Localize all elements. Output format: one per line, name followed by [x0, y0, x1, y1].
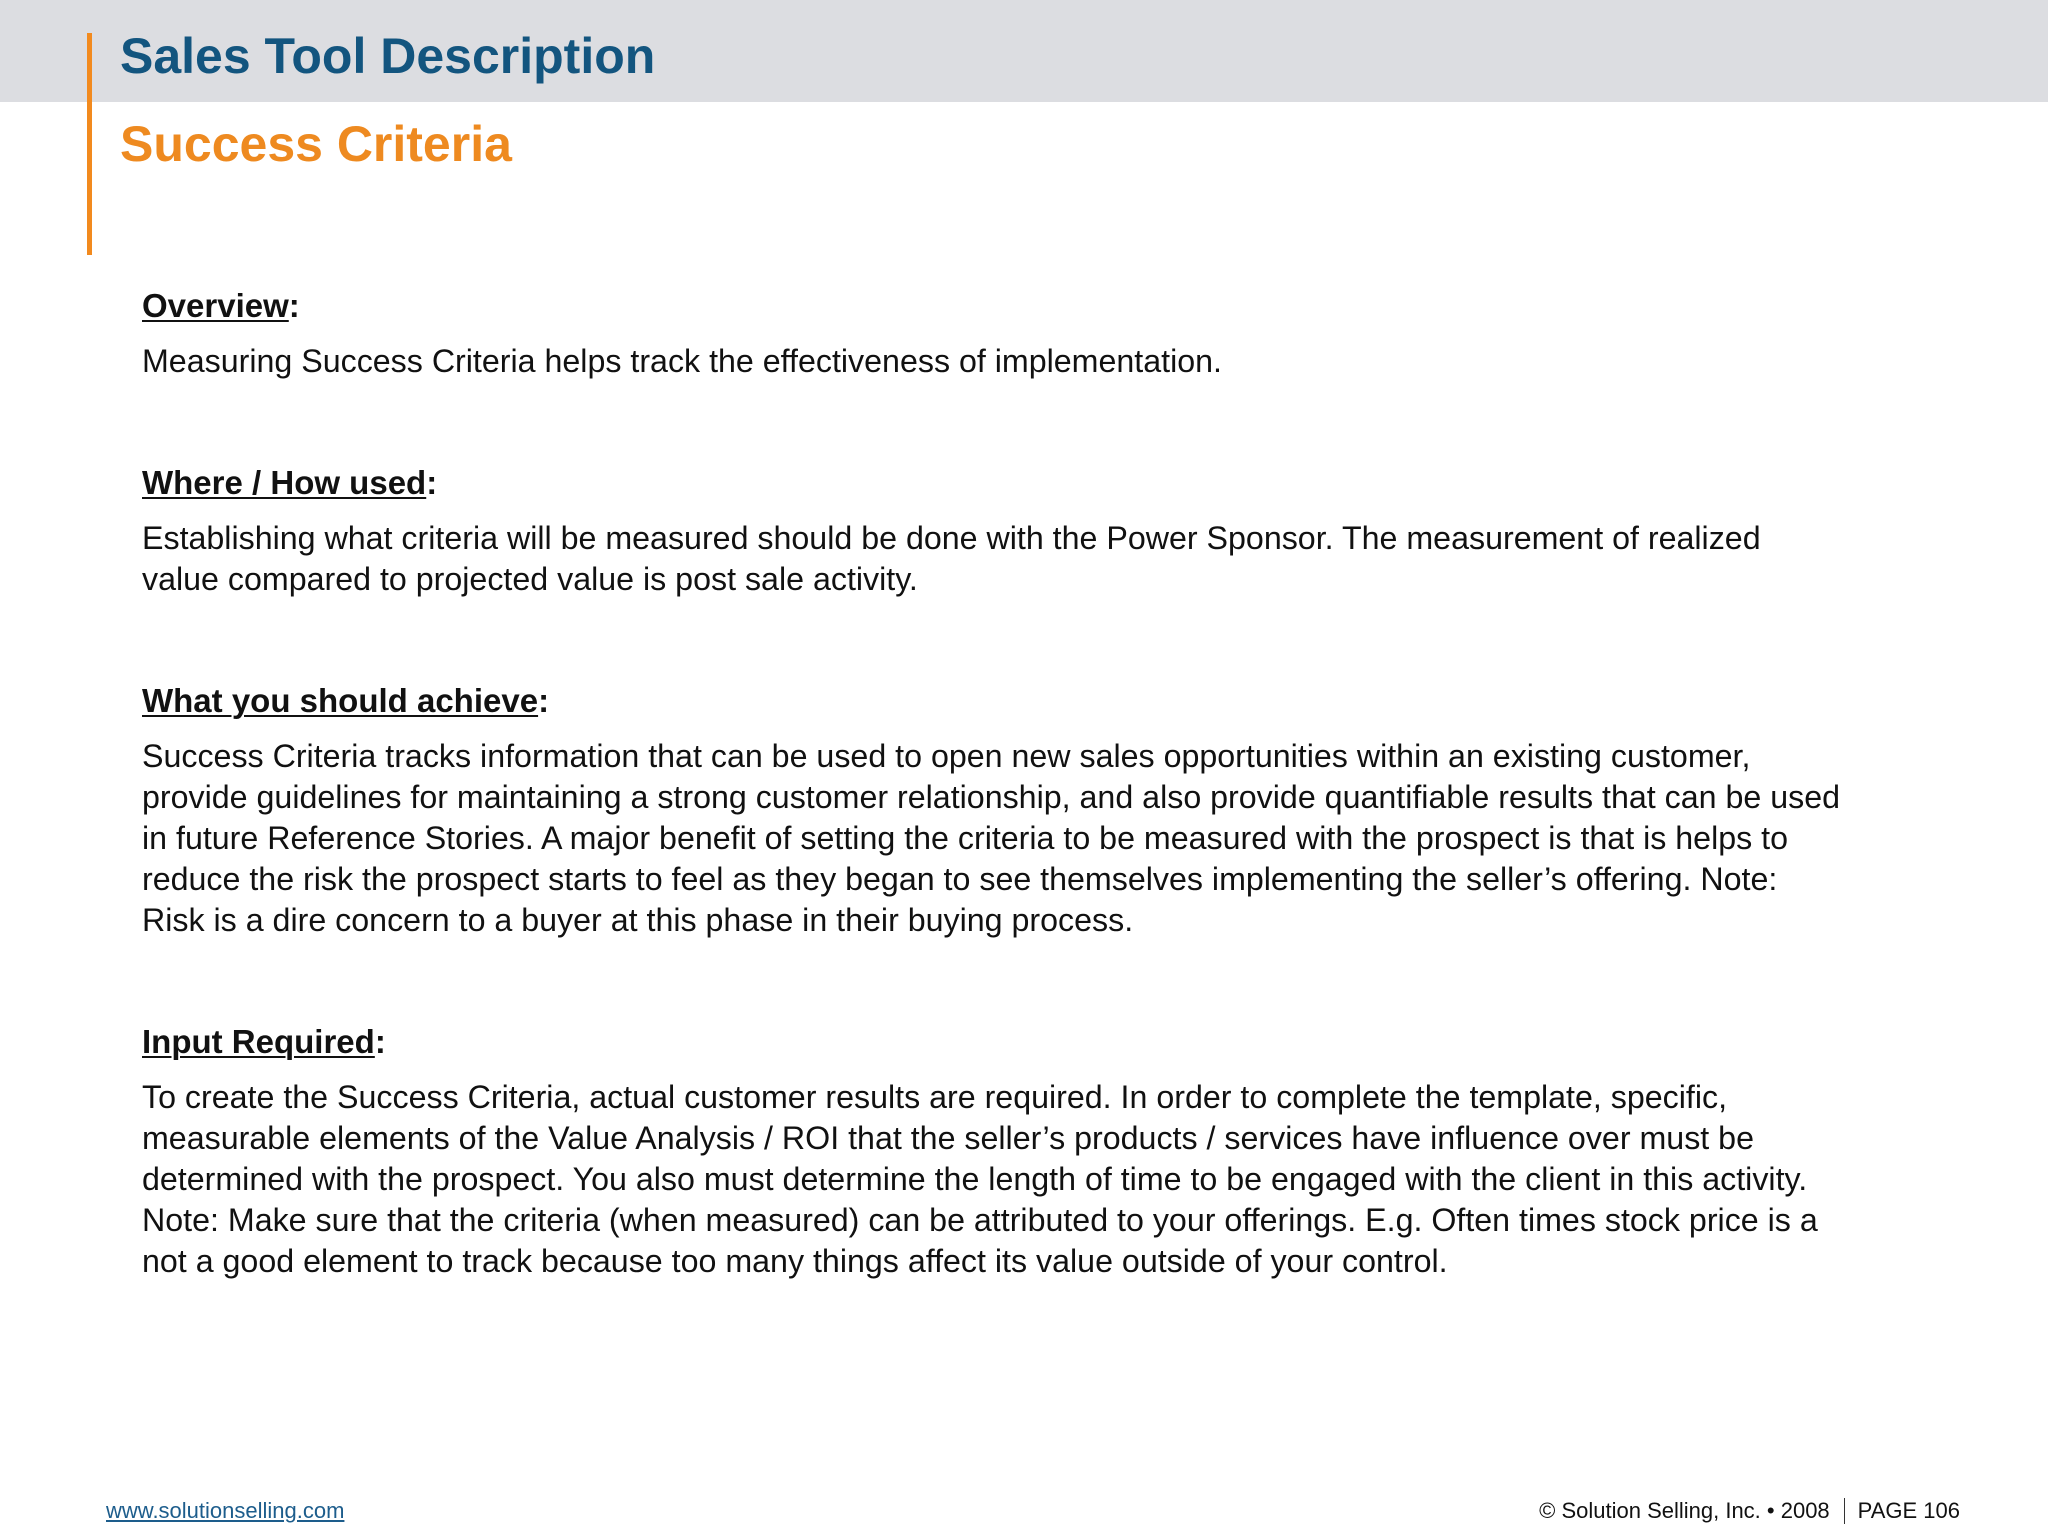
copyright-text: © Solution Selling, Inc. • 2008 [1539, 1498, 1830, 1523]
page-number: PAGE 106 [1857, 1498, 1960, 1523]
text-line: measurable elements of the Value Analysis / ROI that the seller’s products / services have influence over must be [142, 1120, 1754, 1156]
accent-bar [87, 33, 92, 255]
text-line: not a good element to track because too many things affect its value outside of your control. [142, 1243, 1448, 1279]
section-text [142, 1077, 1942, 1282]
section-heading-text: Overview [142, 287, 289, 324]
website-link[interactable]: www.solutionselling.com [106, 1498, 345, 1523]
text-line: value compared to projected value is post sale activity. [142, 561, 918, 597]
text-line: Note: Make sure that the criteria (when measured) can be attributed to your offerings. E.g. Often times stock price is a [142, 1202, 1818, 1238]
text-line: in future Reference Stories. A major benefit of setting the criteria to be measured with the prospect is that is helps to [142, 820, 1789, 856]
section-heading-colon: : [538, 682, 550, 719]
page-title: Sales Tool Description [120, 28, 656, 84]
section-heading-colon: : [288, 287, 300, 324]
text-line: determined with the prospect. You also must determine the length of time to be engaged with the client in this activity. [142, 1161, 1808, 1197]
text-line: Risk is a dire concern to a buyer at this phase in their buying process. [142, 902, 1134, 938]
section-what-you-should-achieve [142, 679, 1942, 941]
text-line: Measuring Success Criteria helps track the effectiveness of implementation. [142, 343, 1222, 379]
section-heading [142, 461, 1942, 505]
page-subtitle: Success Criteria [120, 116, 512, 172]
section-overview [142, 284, 1942, 382]
section-text [142, 736, 1942, 941]
footer-divider [1844, 1498, 1845, 1524]
text-line: reduce the risk the prospect starts to feel as they began to see themselves implementing the seller’s offering. Note: [142, 861, 1778, 897]
text-line: provide guidelines for maintaining a strong customer relationship, and also provide quantifiable results that can be used [142, 779, 1841, 815]
section-heading [142, 1020, 1942, 1064]
text-line: Establishing what criteria will be measured should be done with the Power Sponsor. The measurement of realized [142, 520, 1761, 556]
section-heading-colon: : [426, 464, 438, 501]
footer-info [1539, 1497, 1960, 1525]
section-where-how-used [142, 461, 1942, 600]
section-text [142, 341, 1942, 382]
section-heading-text: Where / How used [142, 464, 427, 501]
text-line: Success Criteria tracks information that can be used to open new sales opportunities within an existing customer, [142, 738, 1751, 774]
section-heading-colon: : [374, 1023, 386, 1060]
section-heading-text: Input Required [142, 1023, 375, 1060]
section-heading-text: What you should achieve [142, 682, 539, 719]
section-heading [142, 679, 1942, 723]
section-text [142, 518, 1942, 600]
text-line: To create the Success Criteria, actual customer results are required. In order to complete the template, specific, [142, 1079, 1728, 1115]
section-heading [142, 284, 1942, 328]
document-body [142, 284, 1942, 1282]
section-input-required [142, 1020, 1942, 1282]
